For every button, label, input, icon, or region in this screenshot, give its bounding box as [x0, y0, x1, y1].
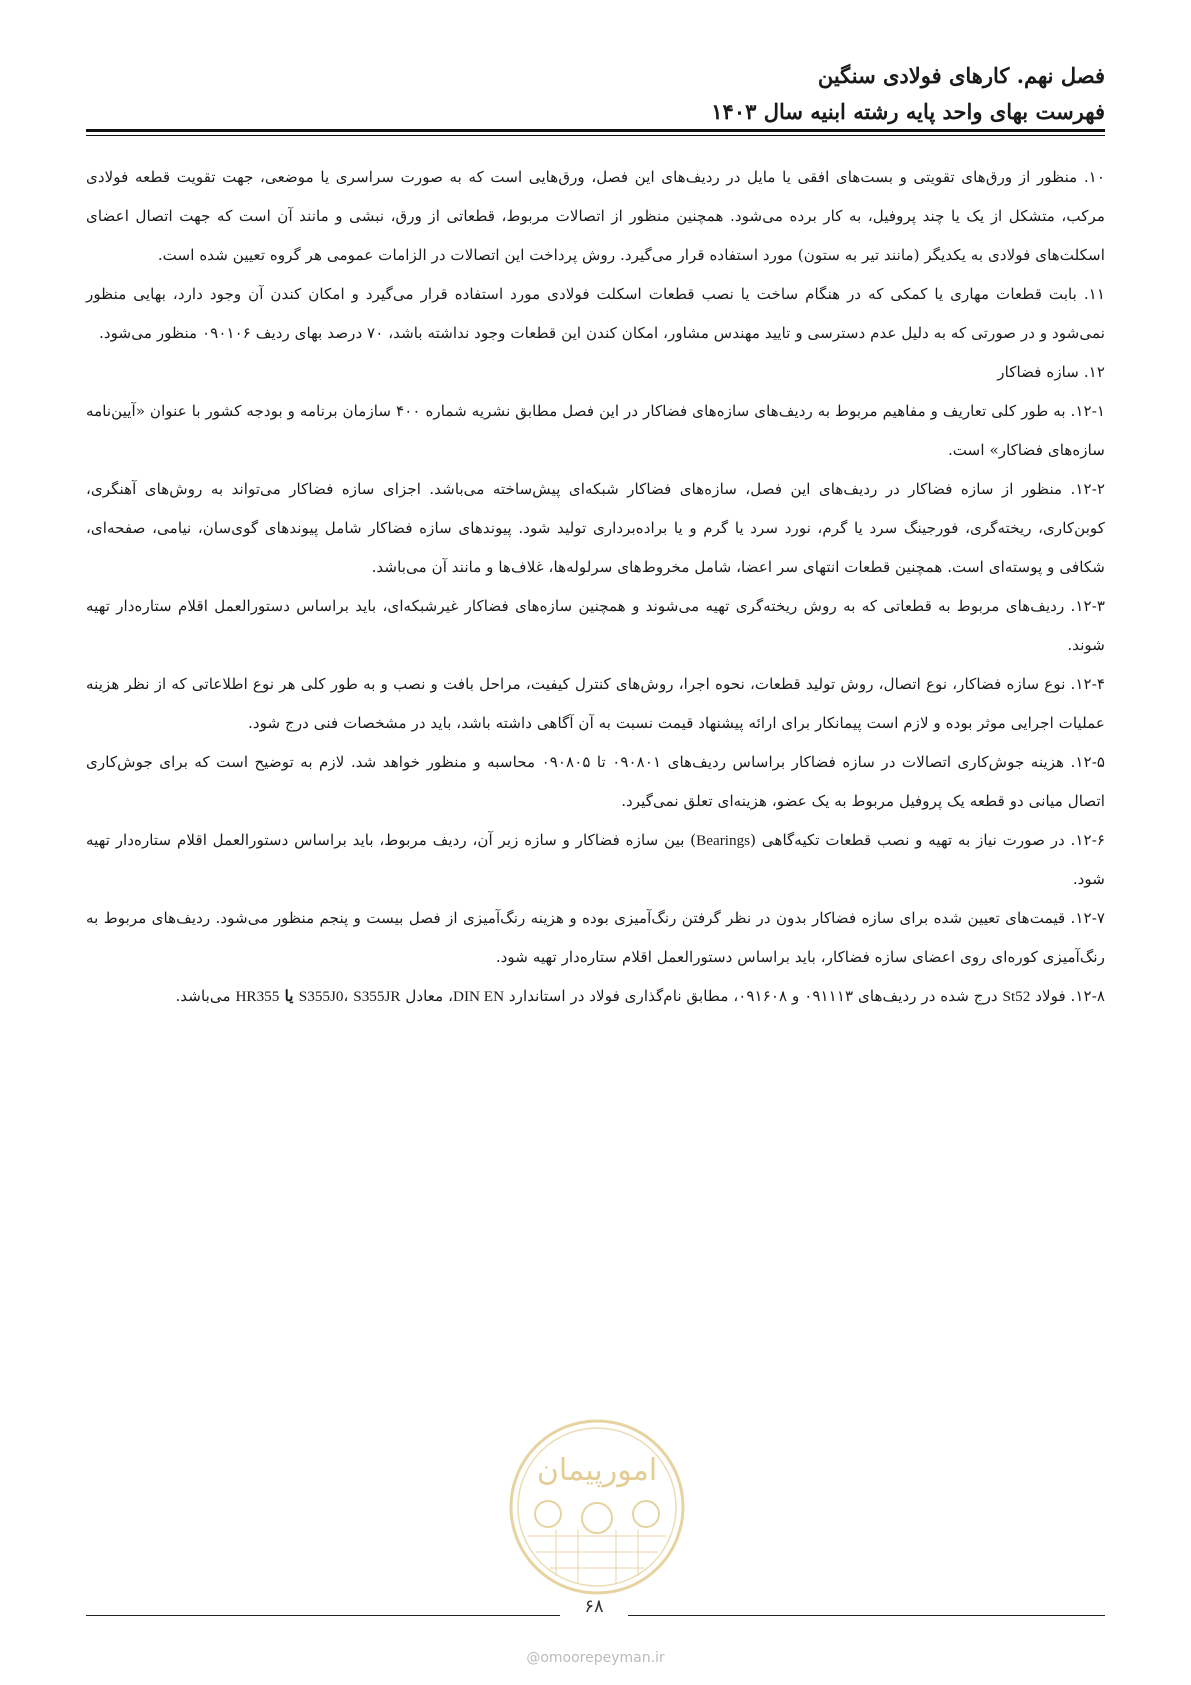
body-text — [86, 158, 1105, 1016]
p12-8-text-d: ، — [343, 987, 354, 1005]
document-title: فهرست بهای واحد پایه رشته ابنیه سال ۱۴۰۳ — [711, 99, 1105, 124]
footer-rule-right — [628, 1615, 1105, 1616]
page-header — [86, 58, 1105, 130]
din-en-term: DIN EN — [453, 988, 505, 1005]
paragraph-11: ۱۱. بابت قطعات مهاری یا کمکی که در هنگام ساخت یا نصب قطعات اسکلت فولادی مورد استفاده قرار می‌گیرد و امکان کندن آن وجود دارد، بهایی منظور نمی‌شود و در صورتی که به دلیل عدم دسترسی و تایید مهندس مشاور، امکان کندن این قطعات وجود نداشته باشد، ۷۰ درصد بهای ردیف ۰۹۰۱۰۶ منظور می‌شود. — [86, 285, 1105, 342]
paragraph-10: ۱۰. منظور از ورق‌های تقویتی و بست‌های افقی یا مایل در ردیف‌های این فصل، ورق‌هایی است که به صورت سراسری یا موضعی، جهت تقویت قطعه فولادی مرکب، متشکل از یک یا چند پروفیل، به کار برده می‌شود. همچنین منظور از اتصالات مربوط، قطعاتی از ورق، نبشی و مانند آن است که جهت اتصال اعضای اسکلت‌های فولادی به یکدیگر (مانند تیر به ستون) مورد استفاده قرار می‌گیرد. روش پرداخت این اتصالات در الزامات عمومی هر گروه تعیین شده است. — [86, 168, 1105, 264]
paragraph-12-5: ۱۲-۵. هزینه جوش‌کاری اتصالات در سازه فضاکار براساس ردیف‌های ۰۹۰۸۰۱ تا ۰۹۰۸۰۵ محاسبه و منظور خواهد شد. لازم به توضیح است که برای جوش‌کاری اتصال میانی دو قطعه یک پروفیل مربوط به یک عضو، هزینه‌ای تعلق نمی‌گیرد. — [86, 753, 1105, 810]
s355jr-term: S355JR — [353, 988, 401, 1005]
paragraph-12-4: ۱۲-۴. نوع سازه فضاکار، نوع اتصال، روش تولید قطعات، نحوه اجرا، روش‌های کنترل کیفیت، مراحل بافت و نصب و به طور کلی هر نوع اطلاعاتی که از نظر هزینه عملیات اجرایی موثر بوده و لازم است پیمانکار برای ارائه پیشنهاد قیمت نسبت به آن آگاهی داشته باشد، باید در مشخصات فنی درج شود. — [86, 675, 1105, 732]
paragraph-12-2: ۱۲-۲. منظور از سازه فضاکار در ردیف‌های این فصل، سازه‌های فضاکار شبکه‌ای پیش‌ساخته می‌باشد. اجزای سازه فضاکار می‌تواند به روش‌های آهنگری، کوبن‌کاری، ریخته‌گری، فورجینگ سرد یا گرم، نورد سرد یا گرم و یا براده‌برداری تولید شود. پیوندهای سازه فضاکار شامل پیوندهای گوی‌سان، نیامی، صفحه‌ای، شکافی و پوسته‌ای است. همچنین قطعات انتهای سر اعضا، شامل مخروط‌های سرلوله‌ها، غلاف‌ها و مانند آن می‌باشد. — [86, 480, 1105, 576]
paragraph-12-7: ۱۲-۷. قیمت‌های تعیین شده برای سازه فضاکار بدون در نظر گرفتن رنگ‌آمیزی بوده و هزینه رنگ‌آمیزی از فصل بیست و پنجم منظور می‌شود. ردیف‌های مربوط به رنگ‌آمیزی کوره‌ای روی اعضای سازه فضاکار، باید براساس دستورالعمل اقلام ستاره‌دار تهیه شود. — [86, 909, 1105, 966]
p12-8-text-e: می‌باشد. — [175, 987, 236, 1005]
st52-term: St52 — [1002, 988, 1031, 1005]
watermark-text: امورپیمان — [536, 1453, 658, 1488]
watermark-seal — [508, 1418, 686, 1596]
s355j0-term: S355J0 — [298, 988, 344, 1005]
bearings-term: Bearings — [696, 832, 751, 849]
paragraph-12-8 — [86, 977, 1105, 1016]
site-credit: @omoorepeyman.ir — [526, 1650, 665, 1666]
hr355-term: HR355 — [235, 988, 280, 1005]
p12-8-text-b: درج شده در ردیف‌های ۰۹۱۱۱۳ و ۰۹۱۶۰۸، مطابق نام‌گذاری فولاد در استاندارد — [504, 987, 1003, 1005]
header-rule-thin — [86, 135, 1105, 136]
footer-rule-left — [86, 1615, 560, 1616]
page-number: ۶۸ — [584, 1596, 604, 1617]
p12-8-ya: یا — [279, 987, 299, 1005]
chapter-title: فصل نهم. کارهای فولادی سنگین — [817, 63, 1105, 88]
p12-6-text-b: ) بین سازه فضاکار و سازه زیر آن، ردیف مربوط، باید براساس دستورالعمل اقلام ستاره‌دار تهیه شود. — [86, 831, 1105, 888]
p12-8-text-c: ، معادل — [400, 987, 453, 1005]
paragraph-12-6 — [86, 821, 1105, 899]
header-rule-thick — [86, 129, 1105, 132]
paragraph-12-1: ۱۲-۱. به طور کلی تعاریف و مفاهیم مربوط به ردیف‌های سازه‌های فضاکار در این فصل مطابق نشریه شماره ۴۰۰ سازمان برنامه و بودجه کشور با عنوان «آیین‌نامه سازه‌های فضاکار» است. — [86, 402, 1105, 459]
p12-8-text-a: ۱۲-۸. فولاد — [1030, 987, 1105, 1005]
p12-6-text-a: ۱۲-۶. در صورت نیاز به تهیه و نصب قطعات تکیه‌گاهی ( — [750, 831, 1105, 849]
paragraph-12-3: ۱۲-۳. ردیف‌های مربوط به قطعاتی که به روش ریخته‌گری تهیه می‌شوند و همچنین سازه‌های فضاکار غیرشبکه‌ای، باید براساس دستورالعمل اقلام ستاره‌دار تهیه شوند. — [86, 597, 1105, 654]
paragraph-12: ۱۲. سازه فضاکار — [997, 363, 1105, 381]
